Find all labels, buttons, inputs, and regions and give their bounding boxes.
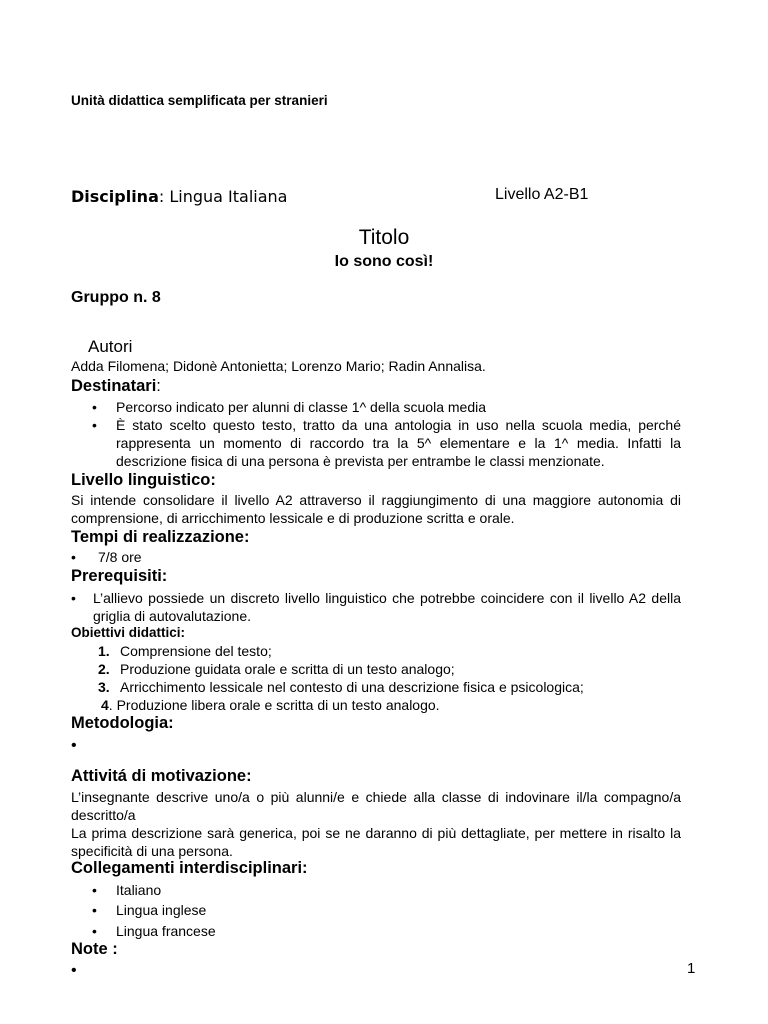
timing-heading: Tempi di realizzazione: [71, 528, 250, 546]
list-item: • L’allievo possiede un discreto livello linguistico che potrebbe coincidere con il livello A2 della griglia di autovalutazione. [50, 589, 681, 625]
discipline-line [71, 187, 287, 206]
objectives-heading: Obiettivi didattici: [71, 625, 186, 640]
recipients-heading-colon: : [156, 377, 161, 395]
notes-heading: Note : [71, 940, 118, 958]
list-item: • Lingua inglese [71, 901, 371, 922]
objective-number: 2. [98, 661, 110, 677]
document-header: Unità didattica semplificata per stranieri [71, 93, 328, 108]
objective-text: Comprensione del testo; [120, 643, 272, 659]
level-label: Livello A2-B1 [495, 186, 589, 203]
authors-names: Adda Filomena; Didonè Antonietta; Lorenzo Mario; Radin Annalisa. [71, 358, 486, 374]
objective-item [98, 679, 584, 695]
group-heading: Gruppo n. 8 [71, 289, 161, 306]
recipients-heading-text: Destinatari [71, 377, 157, 395]
motivation-paragraph-1: L’insegnante descrive uno/a o più alunni/e e chiede alla classe di indovinare il/la compagno/a descritto/a [71, 789, 681, 823]
interdisciplinary-list [71, 881, 371, 940]
discipline-label: Disciplina [71, 187, 159, 206]
authors-heading: Autori [88, 337, 133, 356]
objective-item [101, 697, 440, 713]
objective-number: 4 [101, 697, 109, 713]
objective-item [98, 643, 272, 659]
motivation-heading: Attivitá di motivazione: [71, 767, 252, 785]
notes-bullet: • [71, 962, 77, 979]
page-subtitle: Io sono così! [334, 253, 434, 270]
linguistic-level-heading: Livello linguistico: [71, 471, 216, 489]
objective-number: 3. [98, 679, 110, 695]
objective-item [98, 661, 455, 677]
methodology-heading: Metodologia: [71, 714, 174, 732]
methodology-bullet: • [71, 737, 77, 754]
objective-text: Produzione guidata orale e scritta di un testo analogo; [120, 661, 455, 677]
interdisciplinary-heading: Collegamenti interdisciplinari: [71, 859, 308, 877]
page-title: Titolo [358, 226, 410, 249]
linguistic-level-text: Si intende consolidare il livello A2 attraverso il raggiungimento di una maggiore autonomia di comprensione, di arricchimento lessicale e di produzione scritta e orale. [71, 492, 681, 526]
list-item: • È stato scelto questo testo, tratto da una antologia in uso nella scuola media, perché rappresenta un momento di raccordo tra la 5^ elementare e la 1^ media. Infatti la descrizione fisica di una persona è prevista per entrambe le classi menzionate. [71, 416, 681, 470]
objective-text: Arricchimento lessicale nel contesto di una descrizione fisica e psicologica; [120, 679, 584, 695]
motivation-paragraph-2: La prima descrizione sarà generica, poi se ne daranno di più dettagliate, per mettere in risalto la specificità di una persona. [71, 825, 681, 859]
discipline-value: : Lingua Italiana [158, 187, 288, 206]
prerequisites-list [50, 589, 681, 625]
objective-text: . Produzione libera orale e scritta di un testo analogo. [108, 697, 440, 713]
page-number: 1 [687, 960, 696, 977]
list-item: • Italiano [71, 881, 371, 901]
list-item: • Lingua francese [71, 922, 371, 940]
recipients-list [71, 398, 681, 470]
objective-number: 1. [98, 643, 110, 659]
recipients-heading [71, 377, 161, 396]
list-item: • Percorso indicato per alunni di classe 1^ della scuola media [71, 398, 681, 416]
list-item: • 7/8 ore [50, 548, 350, 566]
timing-list [50, 548, 350, 566]
prerequisites-heading: Prerequisiti: [71, 567, 168, 585]
